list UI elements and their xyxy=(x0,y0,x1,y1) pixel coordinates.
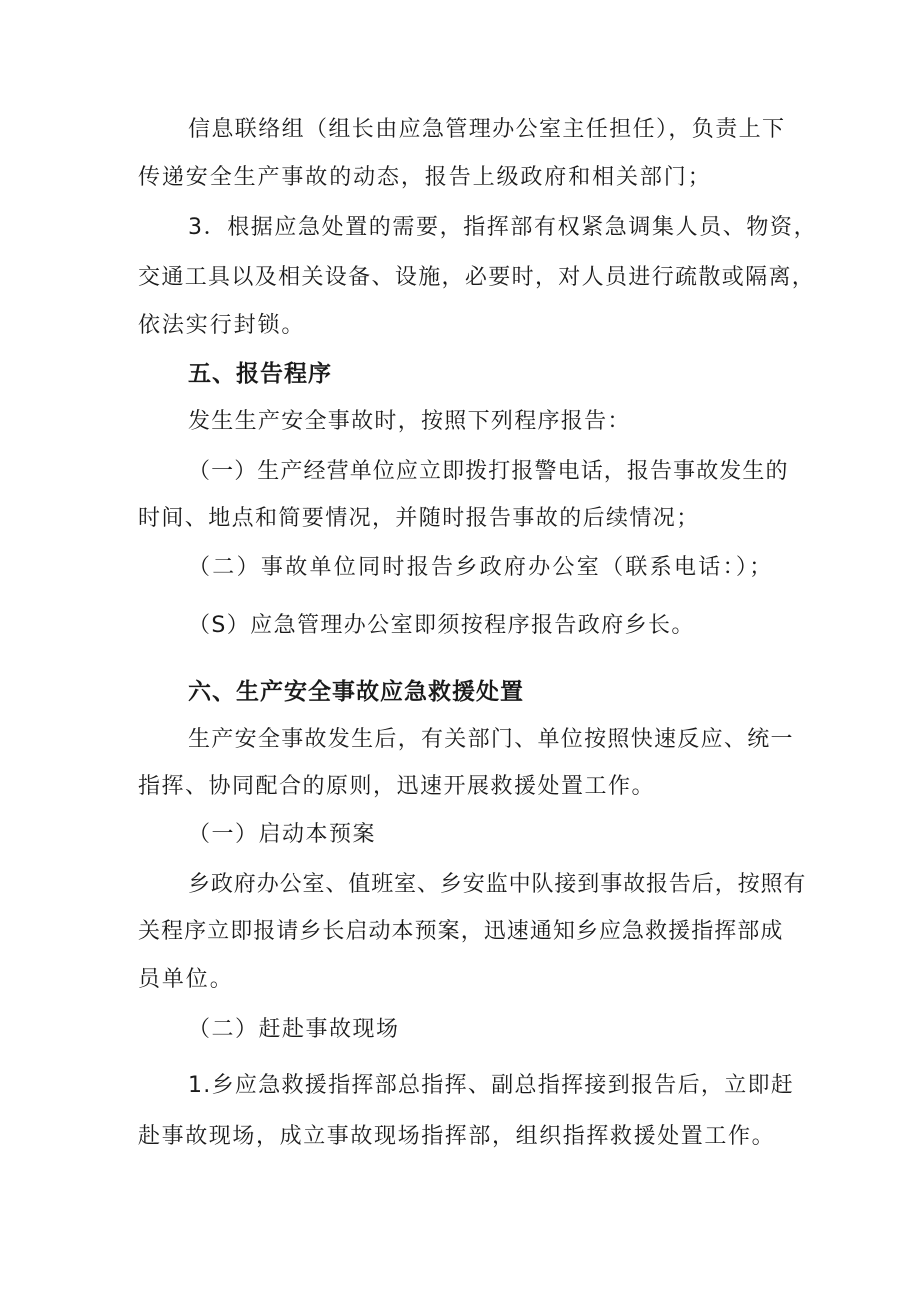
paragraph-line: 传递安全生产事故的动态，报告上级政府和相关部门； xyxy=(138,165,712,190)
paragraph-line: （一）生产经营单位应立即拨打报警电话，报告事故发生的 xyxy=(188,459,789,484)
paragraph-line: （S）应急管理办公室即须按程序报告政府乡长。 xyxy=(188,613,695,638)
subsection-heading: （二）赶赴事故现场 xyxy=(188,1017,400,1042)
paragraph-line: 赴事故现场，成立事故现场指挥部，组织指挥救援处置工作。 xyxy=(138,1124,776,1149)
paragraph-line: 发生生产安全事故时，按照下列程序报告： xyxy=(188,409,631,434)
paragraph-line: 乡政府办公室、值班室、乡安监中队接到事故报告后，按照有 xyxy=(188,872,807,897)
paragraph-line: （二）事故单位同时报告乡政府办公室（联系电话：）； xyxy=(188,555,774,580)
paragraph-line: 交通工具以及相关设备、设施，必要时，对人员进行疏散或隔离， xyxy=(138,265,816,290)
paragraph-line: 依法实行封锁。 xyxy=(138,313,306,338)
paragraph-line: 时间、地点和简要情况，并随时报告事故的后续情况； xyxy=(138,506,700,531)
paragraph-line: 信息联络组（组长由应急管理办公室主任担任），负责上下 xyxy=(188,117,786,142)
paragraph-line: 生产安全事故发生后，有关部门、单位按照快速反应、统一 xyxy=(188,727,794,752)
subsection-heading: （一）启动本预案 xyxy=(188,822,377,847)
paragraph-line: 1.乡应急救援指挥部总指挥、副总指挥接到报告后，立即赶 xyxy=(188,1073,795,1098)
section-heading-5: 五、报告程序 xyxy=(188,361,332,387)
section-heading-6: 六、生产安全事故应急救援处置 xyxy=(188,679,524,705)
paragraph-line: 关程序立即报请乡长启动本预案，迅速通知乡应急救援指挥部成 xyxy=(138,919,784,944)
paragraph-line: 员单位。 xyxy=(138,967,234,992)
paragraph-line: 3．根据应急处置的需要，指挥部有权紧急调集人员、物资， xyxy=(188,215,818,240)
paragraph-line: 指挥、协同配合的原则，迅速开展救援处置工作。 xyxy=(138,774,656,799)
